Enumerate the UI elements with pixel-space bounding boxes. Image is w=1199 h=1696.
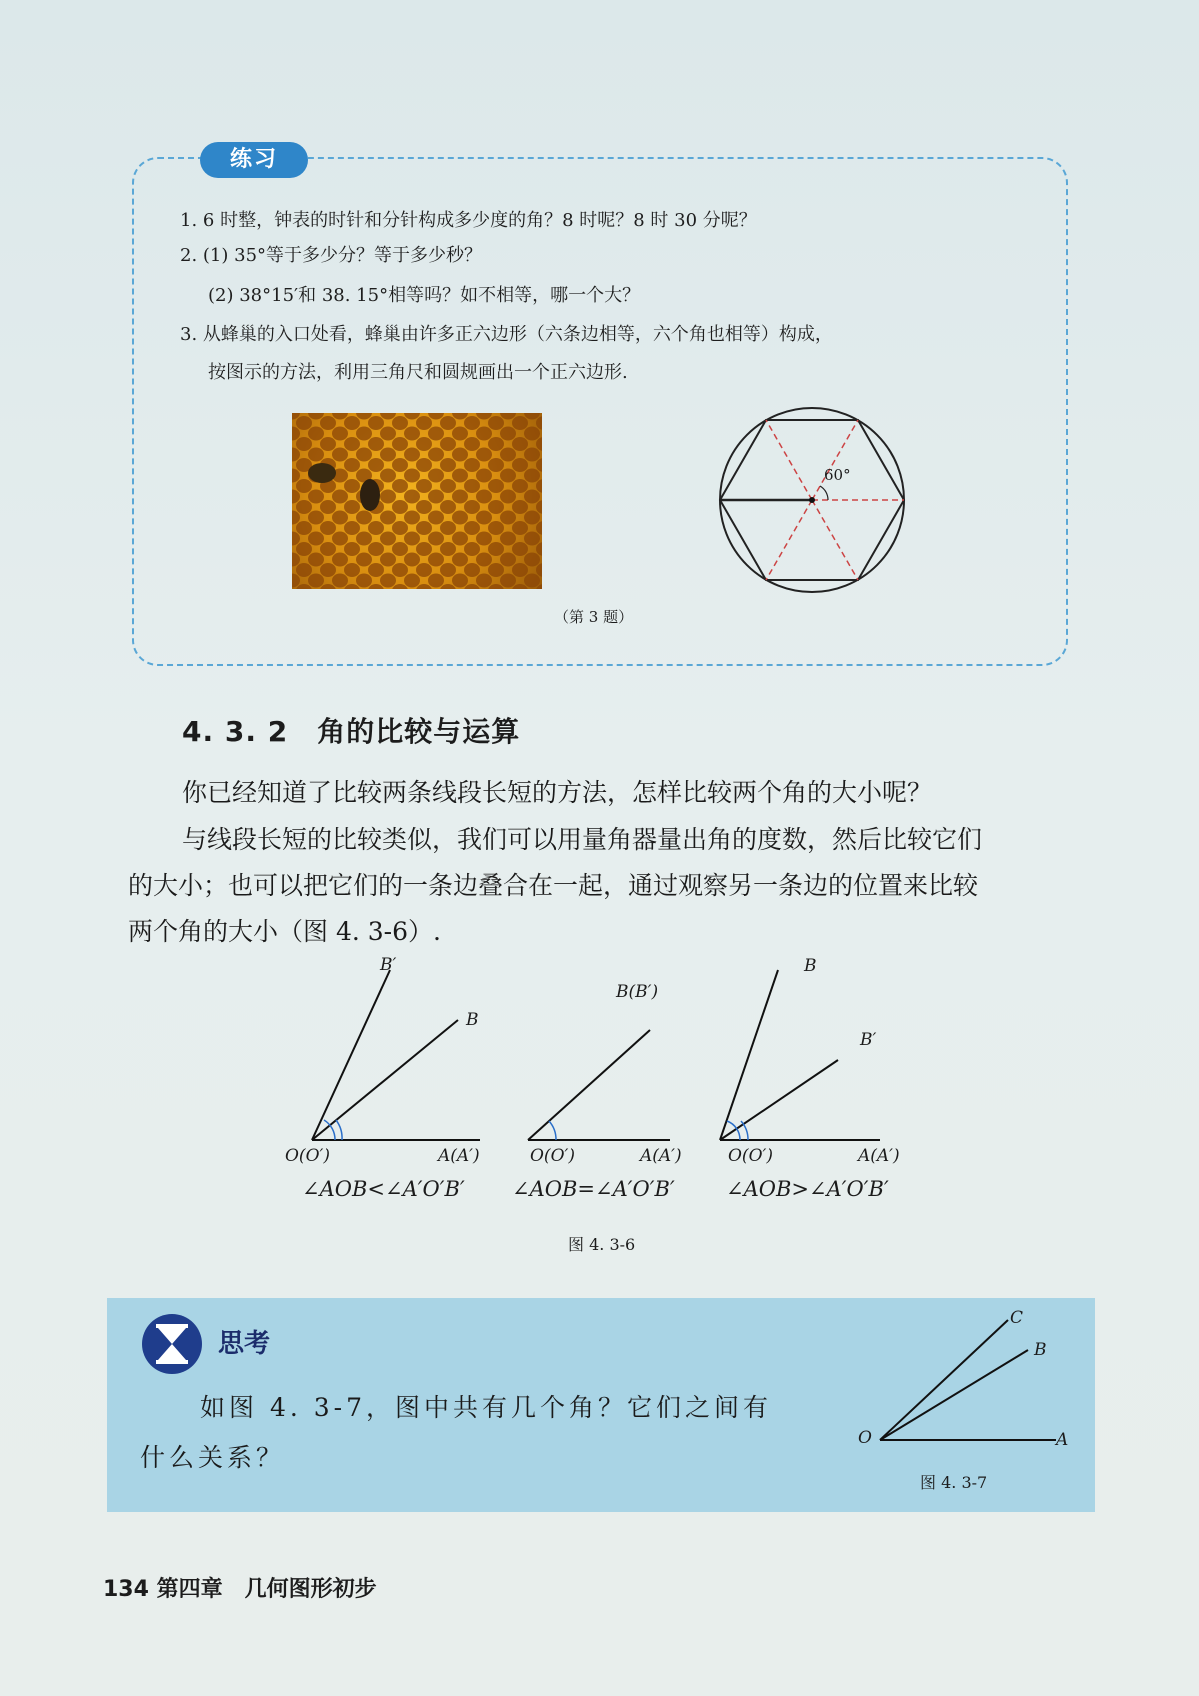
panel-1-relation: ∠AOB<∠A′O′B′ bbox=[302, 1177, 465, 1201]
think-icon bbox=[140, 1312, 204, 1376]
paragraph-2-line-3: 两个角的大小（图 4. 3-6）. bbox=[128, 917, 441, 946]
bee-2 bbox=[360, 479, 380, 511]
figure-4-3-7-caption: 图 4. 3-7 bbox=[920, 1473, 988, 1492]
figure-4-3-7-label-a: A bbox=[1056, 1430, 1069, 1450]
angle-panel-1 bbox=[312, 970, 480, 1140]
panel-3-label-b-prime: B′ bbox=[860, 1030, 877, 1050]
figure-4-3-7-label-c: C bbox=[1010, 1308, 1024, 1328]
exercise-question-3a: 3. 从蜂巢的入口处看，蜂巢由许多正六边形（六条边相等，六个角也相等）构成， bbox=[180, 324, 833, 345]
panel-1-label-b: B bbox=[466, 1010, 479, 1030]
panel-3-label-b: B bbox=[804, 956, 817, 976]
panel-1-origin: O(O′) bbox=[285, 1146, 330, 1166]
think-question-line-2: 什么关系？ bbox=[140, 1443, 286, 1472]
honeycomb-photo bbox=[292, 413, 542, 589]
figure-4-3-6-caption: 图 4. 3-6 bbox=[568, 1235, 636, 1254]
think-question-line-1: 如图 4. 3-7，图中共有几个角？它们之间有 bbox=[200, 1393, 773, 1422]
panel-3-origin: O(O′) bbox=[728, 1146, 773, 1166]
exercise-question-2: 2. (1) 35°等于多少分？等于多少秒？ bbox=[180, 245, 483, 266]
panel-1-base: A(A′) bbox=[438, 1146, 480, 1166]
hexagon-angle-label: 60° bbox=[824, 466, 851, 484]
exercise-figure-caption: （第 3 题） bbox=[554, 608, 634, 626]
exercise-question-3b: 按图示的方法，利用三角尺和圆规画出一个正六边形. bbox=[208, 362, 628, 383]
panel-2-base: A(A′) bbox=[640, 1146, 682, 1166]
hexagon-figure bbox=[712, 400, 912, 600]
angle-panel-3 bbox=[720, 970, 880, 1140]
exercise-box bbox=[132, 157, 1068, 666]
think-title: 思考 bbox=[218, 1329, 271, 1359]
page-footer: 134 第四章 几何图形初步 bbox=[103, 1577, 377, 1602]
panel-2-label-b: B(B′) bbox=[616, 982, 659, 1002]
honeycomb-cells bbox=[292, 413, 542, 589]
angle-panel-2 bbox=[528, 1030, 670, 1140]
panel-2-relation: ∠AOB=∠A′O′B′ bbox=[512, 1177, 675, 1201]
exercise-question-2b: (2) 38°15′和 38. 15°相等吗？如不相等，哪一个大？ bbox=[208, 285, 641, 306]
figure-4-3-7-label-o: O bbox=[858, 1428, 872, 1448]
section-title: 4. 3. 2 角的比较与运算 bbox=[182, 715, 521, 748]
panel-1-label-b-prime: B′ bbox=[380, 955, 397, 975]
exercise-tag: 练习 bbox=[200, 142, 308, 178]
paragraph-2-line-2: 的大小；也可以把它们的一条边叠合在一起，通过观察另一条边的位置来比较 bbox=[128, 871, 979, 900]
figure-4-3-7 bbox=[868, 1312, 1078, 1452]
figure-4-3-6 bbox=[290, 960, 910, 1150]
panel-3-relation: ∠AOB>∠A′O′B′ bbox=[726, 1177, 889, 1201]
bee-1 bbox=[308, 463, 336, 483]
figure-4-3-7-label-b: B bbox=[1034, 1340, 1047, 1360]
paragraph-1: 你已经知道了比较两条线段长短的方法，怎样比较两个角的大小呢？ bbox=[182, 778, 933, 807]
exercise-question-1: 1. 6 时整，钟表的时针和分针构成多少度的角？8 时呢？8 时 30 分呢？ bbox=[180, 210, 757, 231]
panel-3-base: A(A′) bbox=[858, 1146, 900, 1166]
panel-2-origin: O(O′) bbox=[530, 1146, 575, 1166]
paragraph-2-line-1: 与线段长短的比较类似，我们可以用量角器量出角的度数，然后比较它们 bbox=[182, 825, 983, 854]
